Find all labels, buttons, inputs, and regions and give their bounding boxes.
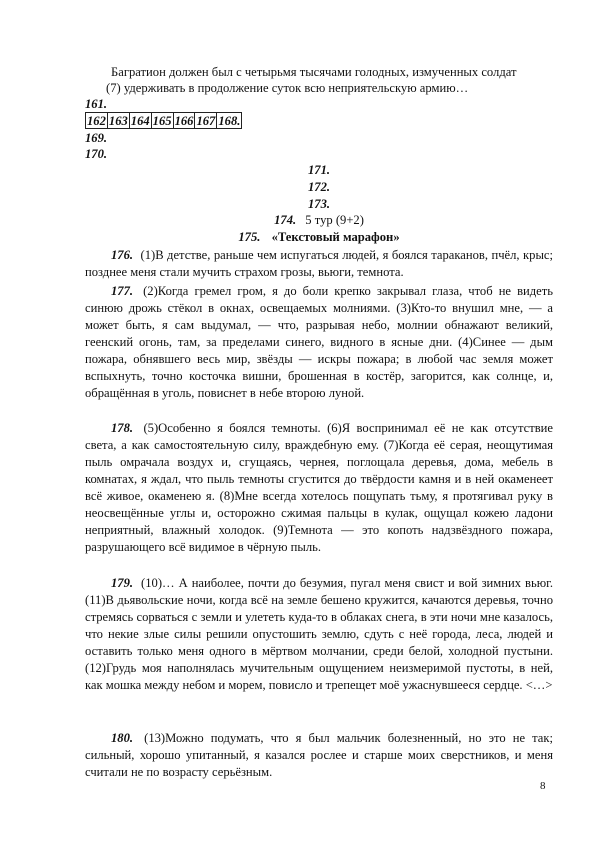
answer-number-170: 170. <box>85 147 108 161</box>
intro-line-2: (7) удерживать в продолжение суток всю неприятельскую армию… <box>106 81 469 95</box>
paragraph-number: 179. <box>111 576 134 590</box>
boxed-answer-numbers <box>85 112 241 129</box>
paragraph-number: 176. <box>111 248 134 262</box>
answer-number-174: 174. <box>274 213 297 227</box>
boxed-number: 164 <box>130 114 150 128</box>
paragraph-text: (1)В детстве, раньше чем испугаться людей, я боялся тараканов, пчёл, крыс; позднее меня стали мучить страхом грозы, вьюги, темнота. <box>85 248 553 279</box>
boxed-number: 165 <box>152 114 172 128</box>
paragraph-text: (5)Особенно я боялся темноты. (6)Я воспринимал её не как отсутствие света, а как самостоятельную силу, враждебную ему. (7)Когда её серая, неощутимая пыль омрачала воздух и, сгущаясь, чернея, поглощала деревья, дома, мебель в комнатах, я ждал, что пыль темноты сгустится до твёрдости камня и в ней окаменеет всё живое, окаменею я. (8)Мне всегда хотелось пощупать тьму, я протягивал руку в неосвещённые углы и, осторожно сжимая пальцы в кулак, ощущал кожею ладони неприятный, влажный холодок. (9)Темнота — это копоть надзвёздного пожара, разрушающего всё видимое в чёрную пыль. <box>85 421 553 554</box>
paragraph-number: 177. <box>111 284 134 298</box>
tour-label: 5 тур (9+2) <box>305 213 364 227</box>
answer-number-173: 173. <box>307 197 331 211</box>
answer-number-175: 175. <box>238 230 261 244</box>
answer-number-161: 161. <box>85 97 108 111</box>
paragraph-178 <box>85 420 553 556</box>
boxed-number: 163 <box>108 114 128 128</box>
answer-number-169: 169. <box>85 131 108 145</box>
paragraph-179 <box>85 575 553 694</box>
answer-number-171: 171. <box>307 163 331 177</box>
marathon-title: «Текстовый марафон» <box>271 230 400 244</box>
paragraph-177 <box>85 283 553 402</box>
boxed-number: 167 <box>196 114 216 128</box>
boxed-number: 162 <box>87 114 106 128</box>
paragraph-text: (10)… А наиболее, почти до безумия, пугал меня свист и вой зимних вьюг. (11)В дьявольские ночи, когда всё на земле бешено кружится, качаются деревья, точно стремясь сорваться с земли и улететь куда-то в облаках снега, в эти ночи мне казалось, что некие злые силы решили опустошить землю, сдуть с неё города, леса, людей и оставить только меня одного в мёртвом молчании, среди белой, холодной пустыни. (12)Грудь моя наполнялась мучительным ощущением неизмеримой пустоты, в ней, как мошка между небом и морем, повисло и трепещет моё ужаснувшееся сердце. <…> <box>85 576 554 692</box>
paragraph-180 <box>85 730 553 781</box>
paragraph-number: 180. <box>111 731 134 745</box>
marathon-heading <box>85 229 553 245</box>
boxed-number: 168. <box>218 114 241 128</box>
boxed-number: 166 <box>174 114 194 128</box>
intro-line-1: Багратион должен был с четырьмя тысячами голодных, измученных солдат <box>111 65 517 79</box>
paragraph-number: 178. <box>111 421 134 435</box>
paragraph-text: (2)Когда гремел гром, я до боли крепко закрывал глаза, чтоб не видеть синюю дрожь стёкол в окнах, освещаемых молниями. (3)Кто-то внушил мне, — а может быть, я сам выдумал, — что, разрывая небо, молнии обнажают великий, геенский огонь, там, за пределами синего, видного в ясные дни. (4)Синее — дым пожара, обнявшего весь мир, звёзды — искры пожара; в любой час земля может вспыхнуть, точно косточка вишни, брошенная в костёр, загорится, как солнце, и, обращённая в уголь, повиснет в небе второю луной. <box>85 284 553 400</box>
paragraph-176 <box>85 247 553 281</box>
page-number: 8 <box>540 780 546 792</box>
paragraph-text: (13)Можно подумать, что я был мальчик болезненный, но это не так; сильный, хорошо упитанный, я казался рослее и старше моих сверстников, и меня считали не по возрасту серьёзным. <box>85 731 553 779</box>
tour-heading <box>85 212 553 228</box>
answer-number-172: 172. <box>307 180 331 194</box>
